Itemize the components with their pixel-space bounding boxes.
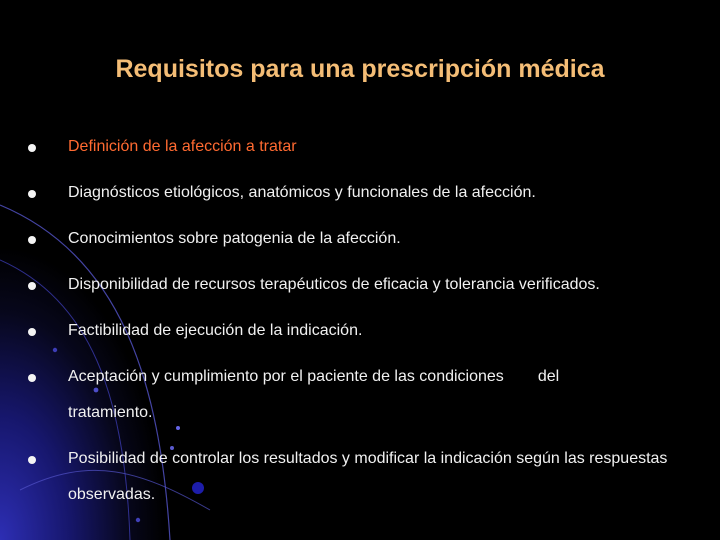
list-item xyxy=(28,448,698,513)
list-item xyxy=(28,228,698,257)
bullet-text-main: Aceptación y cumplimiento por el paciente de las condiciones xyxy=(68,368,504,385)
bullet-text: Posibilidad de controlar los resultados y modificar la indicación según las respuestas observadas. xyxy=(68,450,668,503)
list-item xyxy=(28,366,698,431)
bullet-icon xyxy=(28,374,36,382)
list-item xyxy=(28,274,698,303)
bullet-text-tail: del xyxy=(537,368,560,385)
bullet-text: Conocimientos sobre patogenia de la afección. xyxy=(68,230,401,247)
bullet-text: Definición de la afección a tratar xyxy=(68,138,297,155)
bullet-icon xyxy=(28,282,36,290)
list-item xyxy=(28,136,698,165)
list-item xyxy=(28,182,698,211)
list-item xyxy=(28,320,698,349)
bullet-icon xyxy=(28,236,36,244)
bullet-text: Diagnósticos etiológicos, anatómicos y funcionales de la afección. xyxy=(68,184,536,201)
bullet-icon xyxy=(28,328,36,336)
bullet-text: Disponibilidad de recursos terapéuticos de eficacia y tolerancia verificados. xyxy=(68,276,600,293)
bullet-icon xyxy=(28,456,36,464)
bullet-text-line2: tratamiento. xyxy=(68,404,153,421)
bullet-text-wrapper xyxy=(68,359,698,431)
bullet-icon xyxy=(28,190,36,198)
bullet-list xyxy=(28,136,698,530)
slide-title: Requisitos para una prescripción médica xyxy=(115,55,605,83)
bullet-icon xyxy=(28,144,36,152)
bullet-text: Factibilidad de ejecución de la indicación. xyxy=(68,322,363,339)
